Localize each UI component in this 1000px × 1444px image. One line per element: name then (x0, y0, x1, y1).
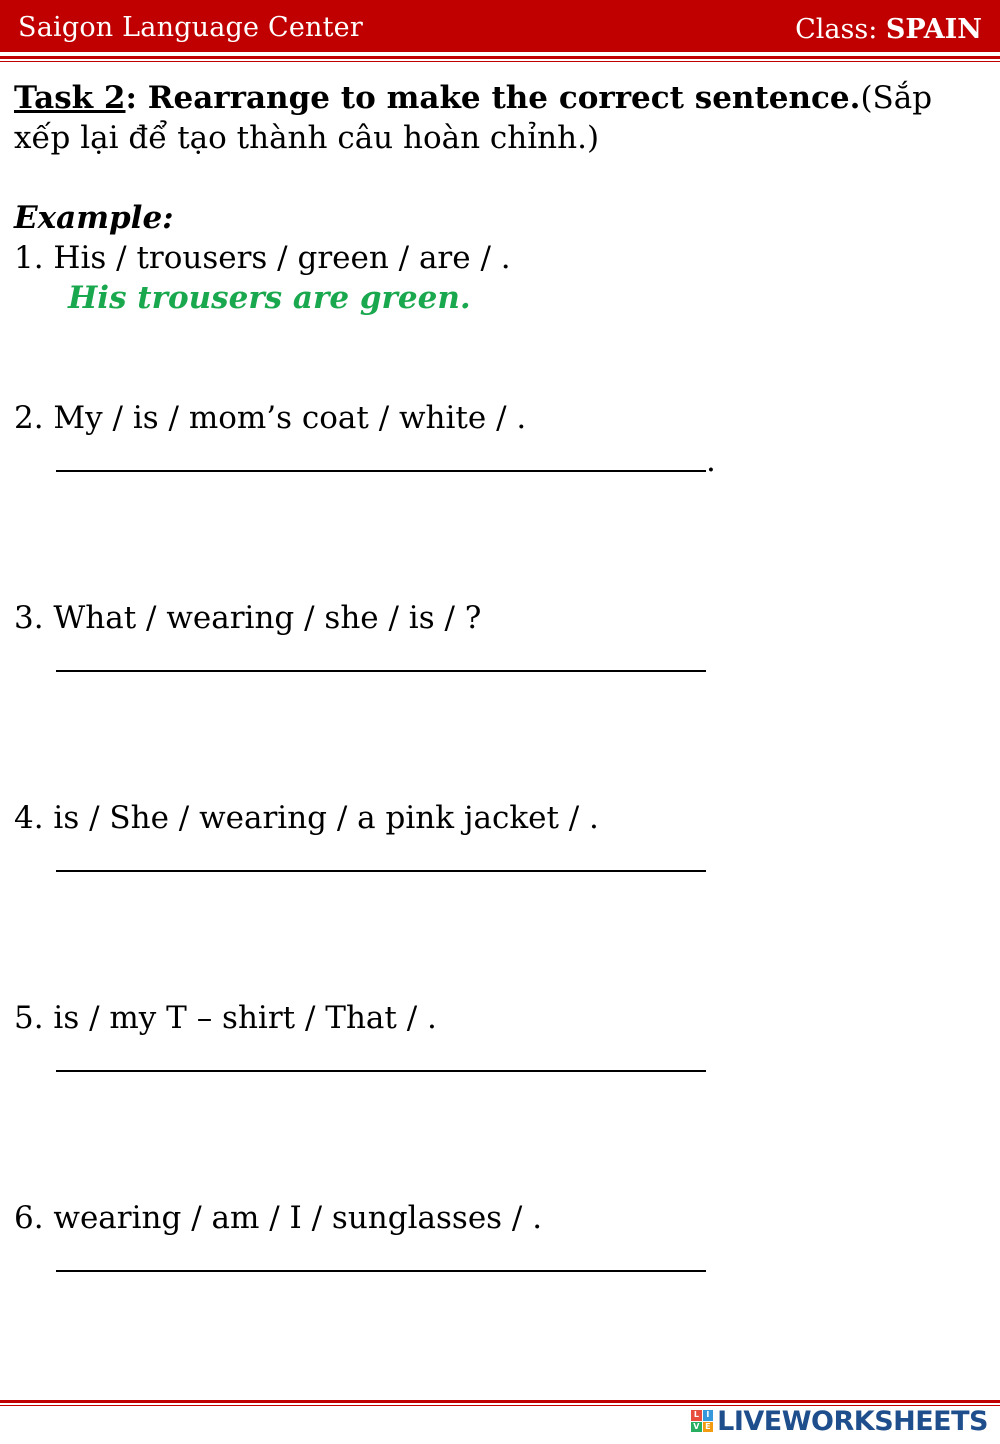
header-divider (0, 56, 1000, 59)
question-3: 3. What / wearing / she / is / ? (14, 600, 482, 636)
answer-line-period: . (706, 443, 716, 479)
header-bar (0, 0, 1000, 52)
example-answer: His trousers are green. (68, 280, 471, 316)
answer-field-5[interactable] (56, 1070, 706, 1072)
answer-field-6[interactable] (56, 1270, 706, 1272)
logo-grid-icon: L I V E (691, 1410, 713, 1432)
example-question: 1. His / trousers / green / are / . (14, 240, 511, 276)
example-label: Example: (14, 200, 174, 236)
question-5: 5. is / my T – shirt / That / . (14, 1000, 437, 1036)
liveworksheets-logo (691, 1406, 988, 1436)
footer-divider (0, 1400, 1000, 1403)
task-instruction: : Rearrange to make the correct sentence. (125, 80, 861, 116)
task-label: Task 2 (14, 80, 126, 116)
task-heading (14, 78, 986, 158)
center-name: Saigon Language Center (18, 12, 363, 43)
answer-field-4[interactable] (56, 870, 706, 872)
task-translation: (Sắp xếp lại để tạo thành câu hoàn chỉnh.) (14, 80, 933, 156)
logo-text: LIVEWORKSHEETS (717, 1405, 988, 1437)
class-value: SPAIN (885, 14, 982, 45)
question-6: 6. wearing / am / I / sunglasses / . (14, 1200, 543, 1236)
class-info (795, 16, 982, 43)
question-2: 2. My / is / mom’s coat / white / . (14, 400, 527, 436)
header-divider-thin (0, 61, 1000, 62)
question-4: 4. is / She / wearing / a pink jacket / . (14, 800, 599, 836)
answer-field-2[interactable] (56, 470, 706, 472)
answer-field-3[interactable] (56, 670, 706, 672)
class-label: Class: (795, 14, 878, 45)
